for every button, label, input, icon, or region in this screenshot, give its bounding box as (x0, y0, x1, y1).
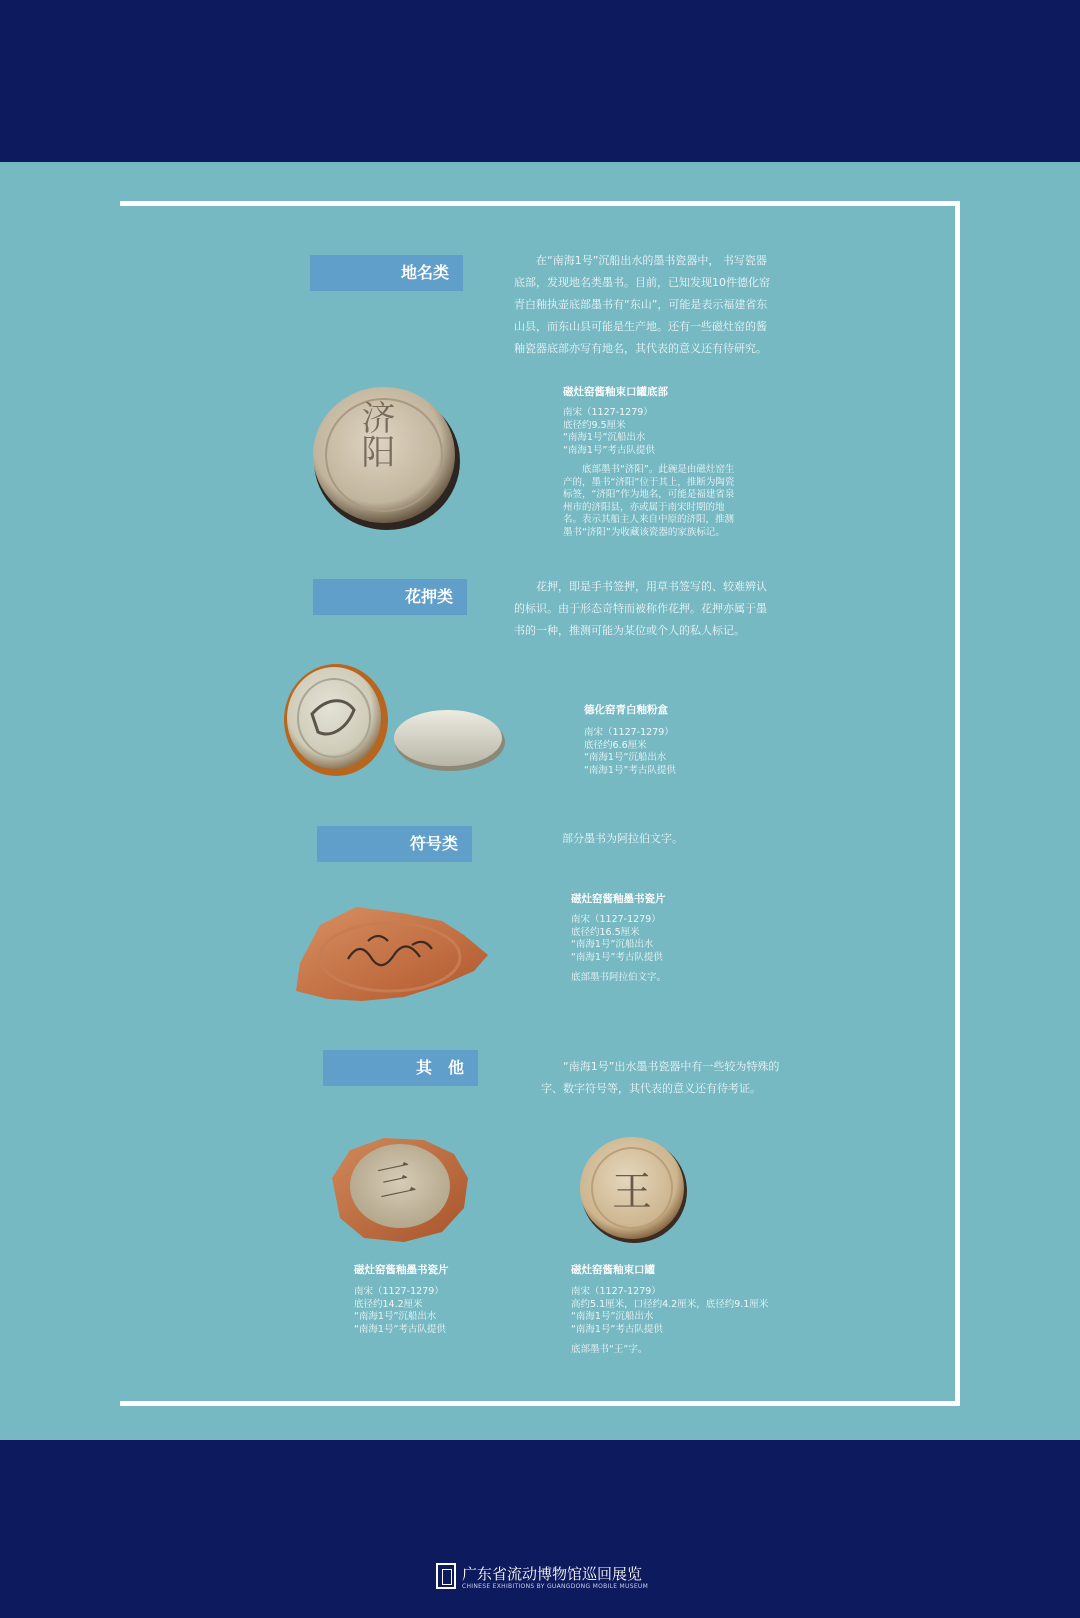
museum-logo-icon (436, 1563, 456, 1589)
artifact-note-jar-wang: 底部墨书“王”字。 (571, 1344, 648, 1355)
category-label-signatures: 花押类 (313, 579, 467, 615)
footer-title: 广东省流动博物馆巡回展览 (462, 1565, 643, 1583)
bottom-band (0, 1440, 1080, 1618)
artifact-details-powder-box: 南宋（1127-1279） 底径约6.6厘米 “南海1号”沉船出水 “南海1号”考古队提供 (584, 727, 676, 776)
white-frame (120, 201, 960, 1406)
section-intro-symbols: 部分墨书为阿拉伯文字。 (562, 832, 683, 845)
ink-inscription-numeral: 三 (372, 1155, 419, 1207)
artifact-powder-box-photo (284, 662, 510, 778)
section-intro-place-names: 在“南海1号”沉船出水的墨书瓷器中， 书写瓷器底部，发现地名类墨书。目前，已知发现10件德化窑青白釉执壶底部墨书有“东山”，可能是表示福建省东山县，而东山县可能是生产地。还有一些磁灶窑的酱釉瓷器底部亦写有地名，其代表的意义还有待研究。 (514, 254, 770, 355)
artifact-shard-arabic-photo (292, 901, 492, 1005)
artifact-title-powder-box: 德化窑青白釉粉盒 (584, 704, 668, 716)
artifact-note-jar-base: 底部墨书“济阳”。此碗是由磁灶窑生产的，墨书“济阳”位于其上，推断为陶瓷标签，“济阳”作为地名，可能是福建省泉州市的济阳县，亦或属于南宋时期的地名。表示其船主人来自中原的济阳，推测墨书“济阳”为收藏该瓷器的家族标记。 (563, 464, 735, 538)
artifact-title-jar-base: 磁灶窑酱釉束口罐底部 (563, 386, 668, 398)
ink-inscription-wang: 王 (612, 1169, 652, 1215)
category-label-others: 其 他 (323, 1050, 478, 1086)
section-intro-signatures: 花押，即是手书签押，用草书签写的、较难辨认的标识。由于形态奇特而被称作花押。花押亦属于墨书的一种，推测可能为某位或个人的私人标记。 (514, 580, 767, 637)
footer-subtitle: CHINESE EXHIBITIONS BY GUANGDONG MOBILE MUSEUM (462, 1583, 649, 1590)
artifact-details-jar-wang: 南宋（1127-1279） 高约5.1厘米，口径约4.2厘米，底径约9.1厘米 “南海1号”沉船出水 “南海1号”考古队提供 (571, 1286, 769, 1335)
top-band (0, 0, 1080, 162)
category-label-symbols: 符号类 (317, 826, 472, 862)
category-label-place-names: 地名类 (310, 255, 463, 291)
artifact-details-shard-arabic: 南宋（1127-1279） 底径约16.5厘米 “南海1号”沉船出水 “南海1号”考古队提供 (571, 914, 663, 963)
artifact-note-shard-arabic: 底部墨书阿拉伯文字。 (571, 972, 667, 983)
section-intro-others: “南海1号”出水墨书瓷器中有一些较为特殊的字、数字符号等，其代表的意义还有待考证。 (541, 1060, 780, 1095)
artifact-details-jar-base: 南宋（1127-1279） 底径约9.5厘米 “南海1号”沉船出水 “南海1号”考古队提供 (563, 407, 655, 456)
artifact-title-shard-arabic: 磁灶窑酱釉墨书瓷片 (571, 893, 666, 905)
artifact-title-jar-wang: 磁灶窑酱釉束口罐 (571, 1264, 655, 1276)
artifact-details-shard-numeral: 南宋（1127-1279） 底径约14.2厘米 “南海1号”沉船出水 “南海1号”考古队提供 (354, 1286, 446, 1335)
artifact-title-shard-numeral: 磁灶窑酱釉墨书瓷片 (354, 1264, 449, 1276)
ink-inscription-jiyang: 济阳 (355, 400, 395, 468)
